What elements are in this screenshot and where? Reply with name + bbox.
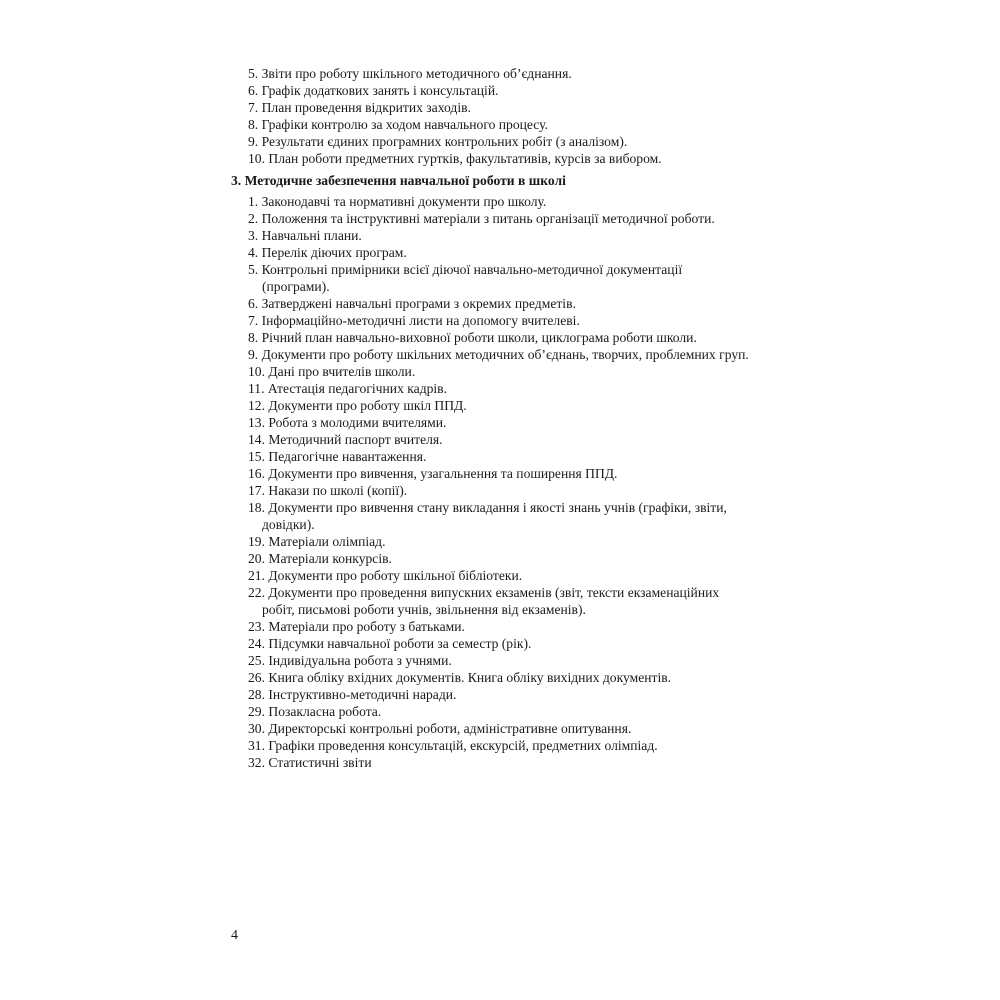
list-item: 23. Матеріали про роботу з батьками. [248, 619, 465, 634]
list-item: 9. Документи про роботу шкільних методичних об’єднань, творчих, проблемних груп. [248, 347, 749, 362]
list-item: 2. Положення та інструктивні матеріали з питань організації методичної роботи. [248, 211, 715, 226]
list-item: 7. План проведення відкритих заходів. [248, 100, 471, 115]
list-item-continuation: (програми). [262, 279, 330, 294]
page-number: 4 [231, 928, 238, 943]
list-item: 8. Річний план навчально-виховної роботи школи, циклограма роботи школи. [248, 330, 697, 345]
list-item: 31. Графіки проведення консультацій, екскурсій, предметних олімпіад. [248, 738, 658, 753]
list-item: 6. Графік додаткових занять і консультацій. [248, 83, 499, 98]
list-item: 5. Контрольні примірники всієї діючої навчально-методичної документації [248, 262, 683, 277]
list-item: 28. Інструктивно-методичні наради. [248, 687, 457, 702]
list-item: 9. Результати єдиних програмних контрольних робіт (з аналізом). [248, 134, 628, 149]
list-item: 7. Інформаційно-методичні листи на допомогу вчителеві. [248, 313, 580, 328]
section-heading: 3. Методичне забезпечення навчальної роботи в школі [231, 173, 566, 188]
list-item: 16. Документи про вивчення, узагальнення та поширення ППД. [248, 466, 618, 481]
list-item: 10. Дані про вчителів школи. [248, 364, 416, 379]
list-item: 19. Матеріали олімпіад. [248, 534, 386, 549]
list-item: 5. Звіти про роботу шкільного методичного об’єднання. [248, 66, 572, 81]
list-item: 18. Документи про вивчення стану викладання і якості знань учнів (графіки, звіти, [248, 500, 727, 515]
list-item-continuation: довідки). [262, 517, 315, 532]
list-item: 4. Перелік діючих програм. [248, 245, 407, 260]
list-item: 32. Статистичні звіти [248, 755, 372, 770]
list-item: 22. Документи про проведення випускних екзаменів (звіт, тексти екзаменаційних [248, 585, 720, 600]
list-item: 25. Індивідуальна робота з учнями. [248, 653, 452, 668]
list-item: 13. Робота з молодими вчителями. [248, 415, 447, 430]
list-item: 17. Накази по школі (копії). [248, 483, 408, 498]
list-item-continuation: робіт, письмові роботи учнів, звільнення від екзаменів). [262, 602, 586, 617]
list-item: 3. Навчальні плани. [248, 228, 362, 243]
list-item: 15. Педагогічне навантаження. [248, 449, 427, 464]
list-item: 6. Затверджені навчальні програми з окремих предметів. [248, 296, 576, 311]
list-item: 24. Підсумки навчальної роботи за семестр (рік). [248, 636, 532, 651]
list-item: 1. Законодавчі та нормативні документи про школу. [248, 194, 547, 209]
list-item: 26. Книга обліку вхідних документів. Книга обліку вихідних документів. [248, 670, 672, 685]
list-item: 29. Позакласна робота. [248, 704, 382, 719]
list-item: 8. Графіки контролю за ходом навчального процесу. [248, 117, 548, 132]
list-item: 11. Атестація педагогічних кадрів. [248, 381, 448, 396]
list-item: 12. Документи про роботу шкіл ППД. [248, 398, 467, 413]
list-item: 14. Методичний паспорт вчителя. [248, 432, 443, 447]
list-item: 30. Директорські контрольні роботи, адміністративне опитування. [248, 721, 632, 736]
list-item: 20. Матеріали конкурсів. [248, 551, 392, 566]
list-item: 21. Документи про роботу шкільної бібліотеки. [248, 568, 523, 583]
list-item: 10. План роботи предметних гуртків, факультативів, курсів за вибором. [248, 151, 662, 166]
